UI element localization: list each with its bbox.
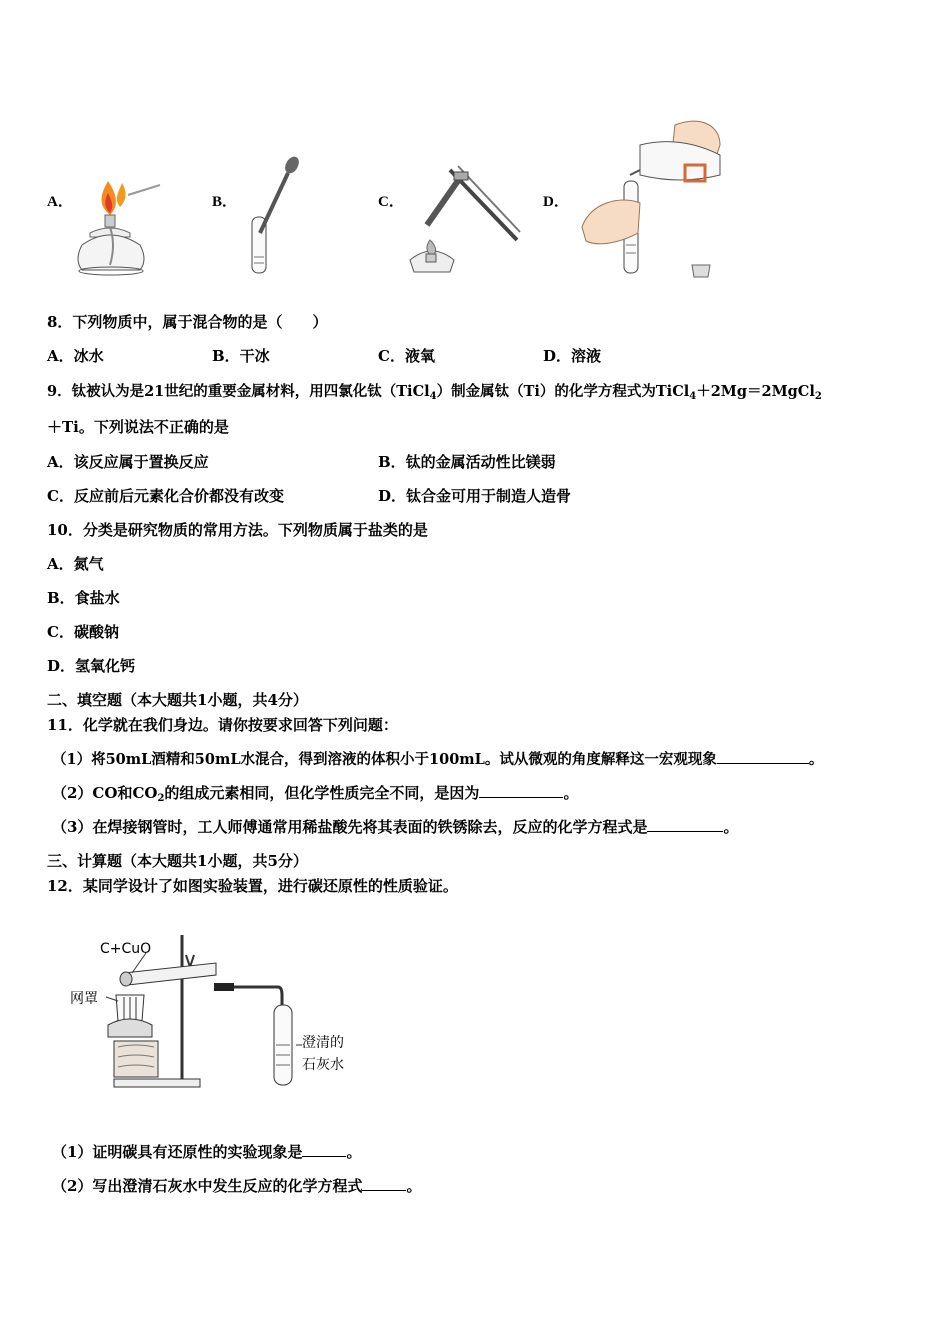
q8-option-d: D．溶液	[543, 347, 602, 365]
q10-option-a: A．氮气	[47, 555, 104, 573]
label-mesh: 网罩	[70, 991, 98, 1007]
answer-blank[interactable]	[302, 1144, 346, 1157]
q9-option-a: A．该反应属于置换反应	[47, 453, 209, 471]
carbon-reduction-apparatus	[66, 925, 366, 1095]
q8-stem: 8．下列物质中，属于混合物的是（ ）	[47, 313, 328, 331]
section-2-heading: 二、填空题（本大题共1小题，共4分）	[47, 691, 308, 709]
q8-option-b: B．干冰	[212, 347, 270, 365]
q12-part1: （1）证明碳具有还原性的实验现象是 。	[52, 1143, 362, 1161]
q9-option-c: C．反应前后元素化合价都没有改变	[47, 487, 284, 505]
answer-blank[interactable]	[362, 1178, 406, 1191]
q8-option-a: A．冰水	[47, 347, 104, 365]
q11-part3: （3）在焊接钢管时，工人师傅通常用稀盐酸先将其表面的铁锈除去，反应的化学方程式是 。	[52, 818, 739, 836]
q9-option-d: D．钛合金可用于制造人造骨	[378, 487, 572, 505]
q7-option-c-label: C．	[378, 194, 404, 210]
q8-option-c: C．液氧	[378, 347, 435, 365]
q10-option-b: B．食盐水	[47, 589, 120, 607]
q10-option-d: D．氢氧化钙	[47, 657, 136, 675]
q9-stem-line1: 9．钛被认为是21世纪的重要金属材料，用四氯化钛（TiCl$_4$）制金属钛（Ti）的化学方程式为TiCl$_4$＋2Mg＝2MgCl$_2$	[47, 383, 822, 402]
q12-part2: （2）写出澄清石灰水中发生反应的化学方程式 。	[52, 1177, 422, 1195]
q9-option-b: B．钛的金属活动性比镁弱	[378, 453, 556, 471]
q11-part2: （2）CO和$CO_2$的组成元素相同，但化学性质完全不同，是因为 。	[52, 784, 579, 804]
q7-option-b-label: B．	[212, 194, 238, 210]
answer-blank[interactable]	[647, 819, 723, 832]
label-limewater-1: 澄清的	[302, 1035, 344, 1051]
heating-test-tube-icon	[402, 160, 522, 280]
answer-blank[interactable]	[717, 751, 809, 764]
q12-stem: 12．某同学设计了如图实验装置，进行碳还原性的性质验证。	[47, 877, 458, 895]
answer-blank[interactable]	[479, 785, 563, 798]
q7-option-d-label: D．	[543, 194, 569, 210]
q10-option-c: C．碳酸钠	[47, 623, 119, 641]
section-3-heading: 三、计算题（本大题共1小题，共5分）	[47, 852, 308, 870]
q11-stem: 11．化学就在我们身边。请你按要求回答下列问题：	[47, 716, 398, 734]
q11-part1: （1）将50mL酒精和50mL水混合，得到溶液的体积小于100mL。试从微观的角度解释这一宏观现象 。	[52, 751, 824, 768]
dropper-test-tube-icon	[240, 155, 310, 280]
q7-option-a-label: A．	[47, 194, 73, 210]
label-limewater-2: 石灰水	[302, 1057, 344, 1073]
q10-stem: 10．分类是研究物质的常用方法。下列物质属于盐类的是	[47, 521, 428, 539]
label-c-cuo: C+CuO	[100, 941, 152, 957]
pouring-liquid-icon	[580, 115, 750, 280]
q9-stem-line2: ＋Ti。下列说法不正确的是	[47, 418, 229, 436]
alcohol-lamp-icon	[70, 175, 165, 280]
